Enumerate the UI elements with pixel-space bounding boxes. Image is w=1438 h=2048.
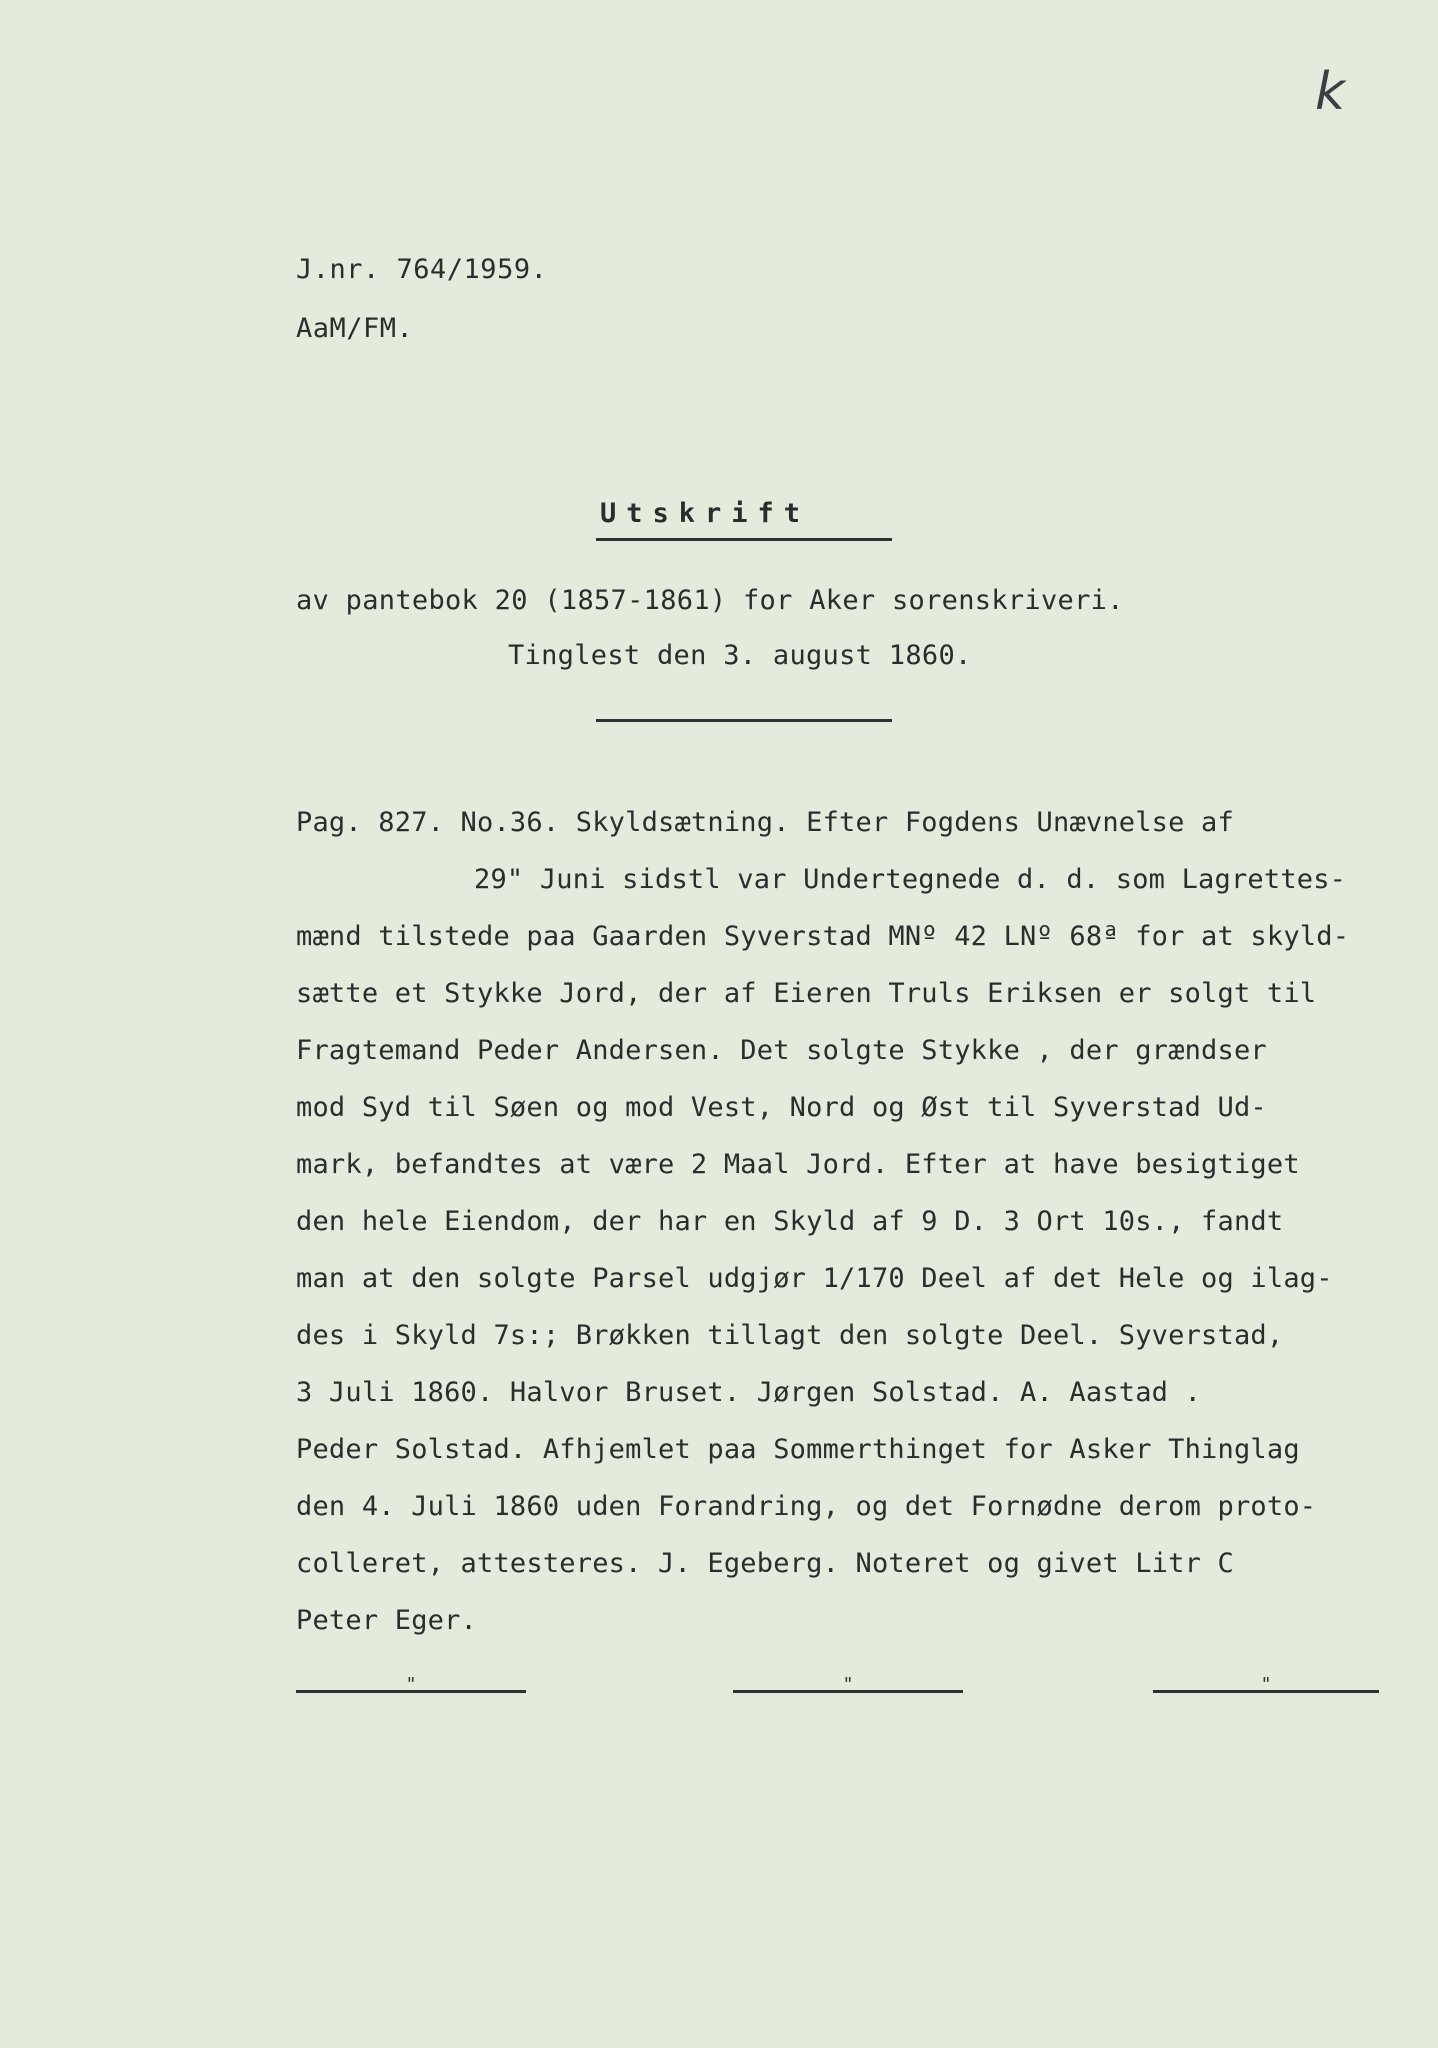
body-line-2: 29" Juni sidstl var Undertegnede d. d. som Lagrettes- — [474, 864, 1347, 895]
body-line-3: mænd tilstede paa Gaarden Syverstad MNº 42 LNº 68ª for at skyld- — [296, 921, 1350, 952]
body-line-14: colleret, attesteres. J. Egeberg. Noteret og givet Litr C — [296, 1548, 1234, 1579]
ditto-mark: " — [405, 1674, 417, 1695]
body-line-15: Peter Eger. — [296, 1605, 478, 1636]
corner-mark: k — [1315, 62, 1346, 122]
title-underline — [596, 538, 892, 541]
body-line-12: Peder Solstad. Afhjemlet paa Sommerthinget for Asker Thinglag — [296, 1434, 1300, 1465]
subtitle-line-1: av pantebok 20 (1857-1861) for Aker sorenskriveri. — [296, 585, 1124, 616]
body-line-1: Pag. 827. No.36. Skyldsætning. Efter Fogdens Unævnelse af — [296, 807, 1234, 838]
body-line-9: man at den solgte Parsel udgjør 1/170 Deel af det Hele og ilag- — [296, 1263, 1333, 1294]
ditto-mark: " — [842, 1674, 854, 1695]
signature-rule-1 — [296, 1674, 526, 1695]
body-line-5: Fragtemand Peder Andersen. Det solgte Stykke , der grændser — [296, 1035, 1267, 1066]
signature-rule-2 — [733, 1674, 963, 1695]
section-divider — [596, 719, 892, 722]
subtitle-line-2: Tinglest den 3. august 1860. — [508, 640, 972, 671]
body-line-7: mark, befandtes at være 2 Maal Jord. Efter at have besigtiget — [296, 1149, 1300, 1180]
journal-number: J.nr. 764/1959. — [296, 254, 548, 285]
body-line-6: mod Syd til Søen og mod Vest, Nord og Øst til Syverstad Ud- — [296, 1092, 1267, 1123]
body-line-13: den 4. Juli 1860 uden Forandring, og det Fornødne derom proto- — [296, 1491, 1317, 1522]
initials: AaM/FM. — [296, 313, 414, 344]
body-line-4: sætte et Stykke Jord, der af Eieren Truls Eriksen er solgt til — [296, 978, 1317, 1009]
signature-rule-3 — [1153, 1674, 1379, 1695]
body-line-8: den hele Eiendom, der har en Skyld af 9 D. 3 Ort 10s., fandt — [296, 1206, 1284, 1237]
body-line-11: 3 Juli 1860. Halvor Bruset. Jørgen Solstad. A. Aastad . — [296, 1377, 1202, 1408]
document-title: Utskrift — [600, 498, 811, 529]
body-line-10: des i Skyld 7s:; Brøkken tillagt den solgte Deel. Syverstad, — [296, 1320, 1284, 1351]
ditto-mark: " — [1260, 1674, 1272, 1695]
